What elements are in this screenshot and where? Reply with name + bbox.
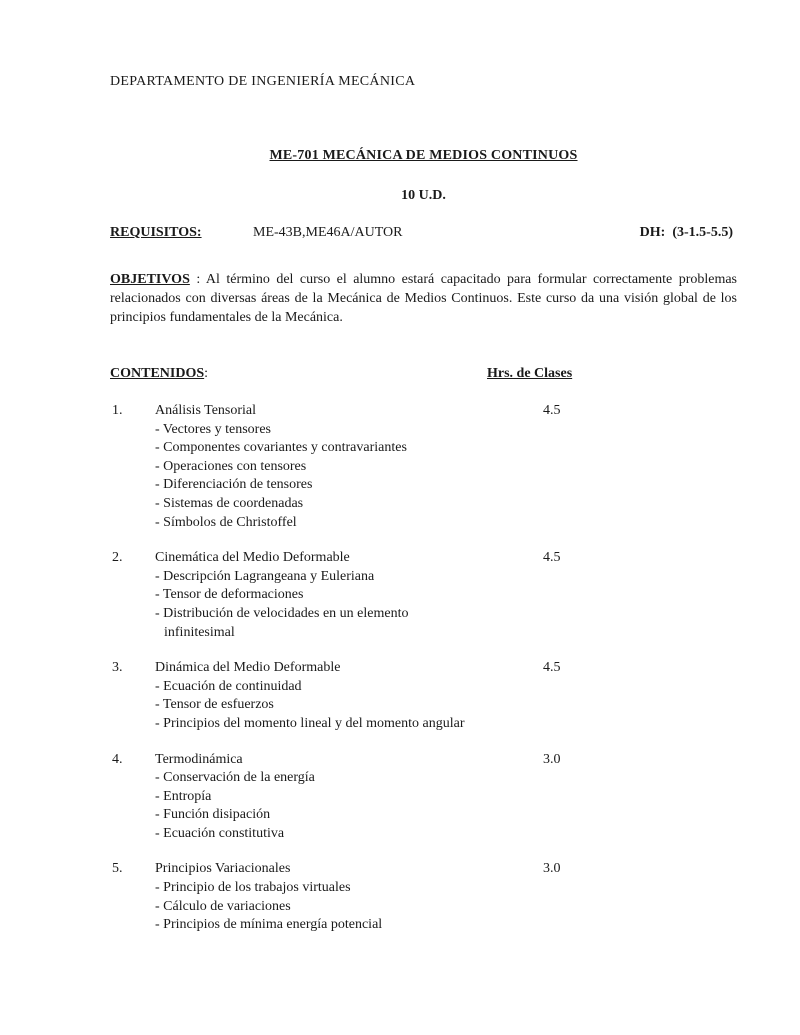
topic-line: - Función disipación — [155, 807, 271, 823]
topic-line: - Ecuación de continuidad — [155, 678, 302, 694]
topic-line: - Componentes covariantes y contravariantes — [155, 440, 407, 456]
topic-line: - Cálculo de variaciones — [155, 898, 291, 914]
topic-line: - Operaciones con tensores — [155, 458, 307, 474]
item-number: 5. — [112, 861, 123, 877]
topic-line: - Símbolos de Christoffel — [155, 514, 297, 530]
contenidos-label: CONTENIDOS — [110, 366, 205, 381]
item-hours: 4.5 — [543, 660, 561, 676]
topic-line: - Tensor de esfuerzos — [155, 697, 274, 713]
department-heading: DEPARTAMENTO DE INGENIERÍA MECÁNICA — [110, 74, 416, 89]
item-hours: 4.5 — [543, 403, 561, 418]
objetivos-colon: : — [196, 272, 201, 287]
requisitos-value: ME-43B,ME46A/AUTOR — [253, 225, 403, 240]
item-title: Dinámica del Medio Deformable — [155, 660, 341, 676]
topic-line: - Descripción Lagrangeana y Euleriana — [155, 568, 375, 584]
item-body — [155, 402, 465, 532]
dh-value: (3-1.5-5.5) — [672, 225, 733, 240]
course-title — [110, 147, 737, 165]
item-body — [155, 549, 465, 642]
requisitos-row — [110, 224, 737, 242]
content-item — [110, 751, 737, 844]
item-topics — [155, 421, 465, 533]
objetivos-paragraph — [110, 270, 737, 327]
item-title: Cinemática del Medio Deformable — [155, 550, 350, 566]
dh-label: DH: — [639, 225, 666, 240]
topic-line: - Sistemas de coordenadas — [155, 495, 304, 511]
item-number: 4. — [112, 751, 123, 767]
content-item — [110, 860, 737, 934]
item-hours: 3.0 — [543, 861, 561, 877]
item-topics — [155, 769, 465, 843]
item-number: 2. — [112, 550, 123, 566]
item-title: Principios Variacionales — [155, 861, 291, 877]
item-body — [155, 659, 465, 733]
content-item — [110, 659, 737, 733]
topic-line: - Conservación de la energía — [155, 770, 315, 786]
item-topics — [155, 568, 465, 642]
item-title: Análisis Tensorial — [155, 403, 257, 418]
requisitos-label: REQUISITOS: — [110, 225, 202, 240]
content-item — [110, 402, 737, 532]
item-hours: 4.5 — [543, 550, 561, 566]
item-body — [155, 751, 465, 844]
objetivos-label: OBJETIVOS — [110, 272, 190, 287]
topic-line: - Principios del momento lineal y del momento angular — [155, 715, 465, 731]
course-units: 10 U.D. — [401, 188, 446, 203]
topic-line: - Diferenciación de tensores — [155, 477, 313, 493]
content-item — [110, 549, 737, 642]
item-hours: 3.0 — [543, 751, 561, 767]
item-topics — [155, 879, 465, 935]
item-topics — [155, 678, 465, 734]
item-body — [155, 860, 465, 934]
topic-line: - Distribución de velocidades en un elemento infinitesimal — [155, 605, 409, 640]
contenidos-colon: : — [204, 366, 209, 381]
topic-line: - Principios de mínima energía potencial — [155, 917, 383, 933]
course-title-text: ME-701 MECÁNICA DE MEDIOS CONTINUOS — [269, 148, 578, 163]
item-number: 3. — [112, 660, 123, 676]
item-title: Termodinámica — [155, 751, 243, 767]
topic-line: - Vectores y tensores — [155, 421, 271, 437]
dh-field — [640, 224, 733, 242]
topic-line: - Tensor de deformaciones — [155, 587, 304, 603]
topic-line: - Entropía — [155, 788, 212, 804]
topic-line: - Principio de los trabajos virtuales — [155, 880, 351, 896]
item-number: 1. — [112, 403, 123, 418]
contents-list — [110, 402, 737, 935]
topic-line: - Ecuación constitutiva — [155, 825, 285, 841]
objetivos-text: Al término del curso el alumno estará capacitado para formular correctamente problemas relacionados con diversas áreas de la Mecánica de Medios Continuos. Este curso da una visión global de los principios fundamentales de la Mecánica. — [110, 272, 738, 325]
contenidos-header — [110, 365, 737, 383]
hours-column-header: Hrs. de Clases — [487, 366, 573, 381]
